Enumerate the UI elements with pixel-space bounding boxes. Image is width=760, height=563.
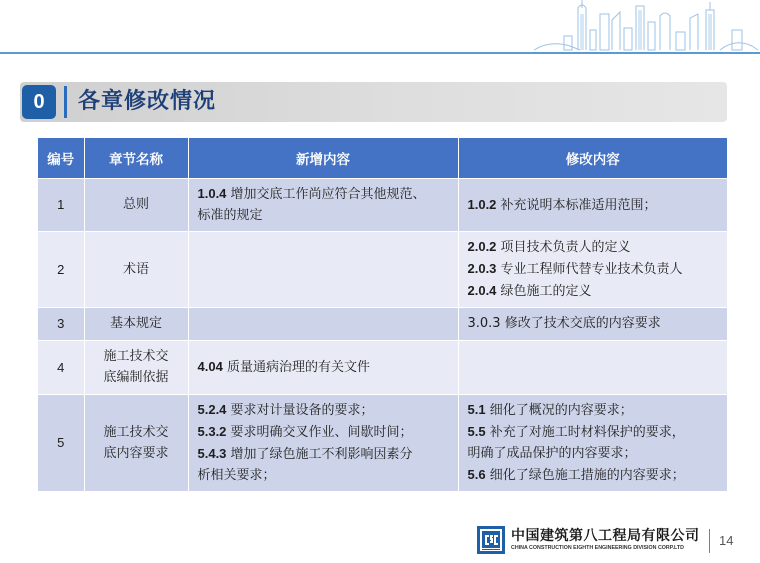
revision-table [38, 138, 727, 491]
clause-code: 2.0.2 [467, 239, 497, 254]
added-line [198, 183, 449, 205]
table-row [38, 231, 727, 307]
clause-text: 补充说明本标准适用范围； [496, 197, 657, 213]
modified-line [468, 421, 719, 443]
company-name-en: CHINA CONSTRUCTION EIGHTH ENGINEERING DIVISION CORP.LTD [511, 545, 684, 551]
city-skyline-decoration [520, 0, 760, 56]
modified-line [468, 443, 719, 464]
chapter-line: 术语 [122, 261, 149, 277]
modified-line [468, 280, 719, 302]
modified-line [468, 464, 719, 486]
added-content [188, 394, 458, 491]
clause-code: 1.0.4 [197, 186, 227, 201]
modified-line: 3.0.3 修改了技术交底的内容要求 [467, 316, 661, 331]
clause-code: 5.5 [467, 424, 486, 440]
chapter-line: 施工技术交 [103, 424, 169, 440]
clause-code: 2.0.4 [467, 283, 497, 298]
header-modified: 修改内容 [458, 138, 727, 178]
footer-divider [709, 529, 710, 553]
chapter-name [84, 178, 188, 231]
clause-text: 标准的规定 [197, 208, 263, 223]
added-line [198, 356, 449, 378]
modified-line [468, 194, 719, 216]
table-header-row [38, 138, 727, 178]
modified-content [458, 394, 727, 491]
added-content [188, 231, 458, 307]
page-number: 14 [719, 533, 734, 548]
clause-text: 要求明确交叉作业、间歇时间； [226, 425, 413, 441]
table-row [38, 307, 727, 340]
clause-text: 质量通病治理的有关文件 [222, 360, 370, 375]
clause-code: 5.1 [467, 402, 486, 418]
added-content [188, 307, 458, 340]
added-line [198, 443, 449, 465]
clause-text: 要求对计量设备的要求； [226, 403, 374, 419]
table-row [38, 178, 727, 231]
chapter-line: 基本规定 [109, 316, 162, 331]
clause-text: 项目技术负责人的定义 [496, 240, 631, 255]
clause-text: 增加交底工作尚应符合其他规范、 [226, 187, 426, 202]
page-title: 各章修改情况 [78, 89, 217, 114]
clause-text: 细化了概况的内容要求； [485, 403, 633, 419]
row-number: 2 [38, 231, 84, 307]
clause-text: 析相关要求； [197, 468, 276, 484]
modified-content [458, 231, 727, 307]
added-line [198, 205, 449, 226]
row-number: 1 [38, 178, 84, 231]
chapter-name [84, 307, 188, 340]
clause-text: 细化了绿色施工措施的内容要求； [485, 468, 685, 484]
chapter-line: 施工技术交 [103, 349, 169, 364]
table-row [38, 394, 727, 491]
clause-text: 专业工程师代替专业技术负责人 [496, 262, 683, 277]
chapter-line: 总则 [122, 197, 149, 212]
chapter-line: 底内容要求 [103, 445, 169, 461]
clause-code: 5.6 [467, 467, 486, 483]
modified-line [468, 258, 719, 280]
clause-code: 4.04 [197, 359, 223, 374]
title-divider [64, 86, 67, 118]
modified-content [458, 340, 727, 394]
clause-text: 明确了成品保护的内容要求； [467, 446, 637, 462]
clause-text: 绿色施工的定义 [496, 284, 592, 299]
table-row [38, 340, 727, 394]
modified-content [458, 178, 727, 231]
clause-code: 2.0.3 [467, 261, 497, 276]
header-rule [0, 52, 760, 54]
cscec-logo-icon [477, 526, 505, 554]
chapter-name [84, 231, 188, 307]
row-number: 4 [38, 340, 84, 394]
row-number: 3 [38, 307, 84, 340]
section-number-badge: 0 [22, 85, 56, 119]
header-number: 编号 [38, 138, 84, 178]
modified-line [468, 399, 719, 421]
added-line [198, 399, 449, 421]
company-name-cn: 中国建筑第八工程局有限公司 [511, 528, 700, 544]
added-line [198, 465, 449, 486]
added-line [198, 421, 449, 443]
added-content [188, 178, 458, 231]
clause-code: 5.3.2 [197, 424, 227, 440]
clause-code: 5.2.4 [197, 402, 227, 418]
chapter-name [84, 394, 188, 491]
header-chapter: 章节名称 [84, 138, 188, 178]
chapter-name [84, 340, 188, 394]
added-content [188, 340, 458, 394]
modified-line [468, 236, 719, 258]
row-number: 5 [38, 394, 84, 491]
modified-content [458, 307, 727, 340]
clause-code: 1.0.2 [467, 196, 497, 212]
chapter-line: 底编制依据 [103, 370, 169, 385]
header-added: 新增内容 [188, 138, 458, 178]
clause-code: 5.4.3 [197, 446, 227, 462]
clause-text: 增加了绿色施工不利影响因素分 [226, 447, 413, 463]
clause-text: 补充了对施工时材料保护的要求， [485, 425, 685, 441]
